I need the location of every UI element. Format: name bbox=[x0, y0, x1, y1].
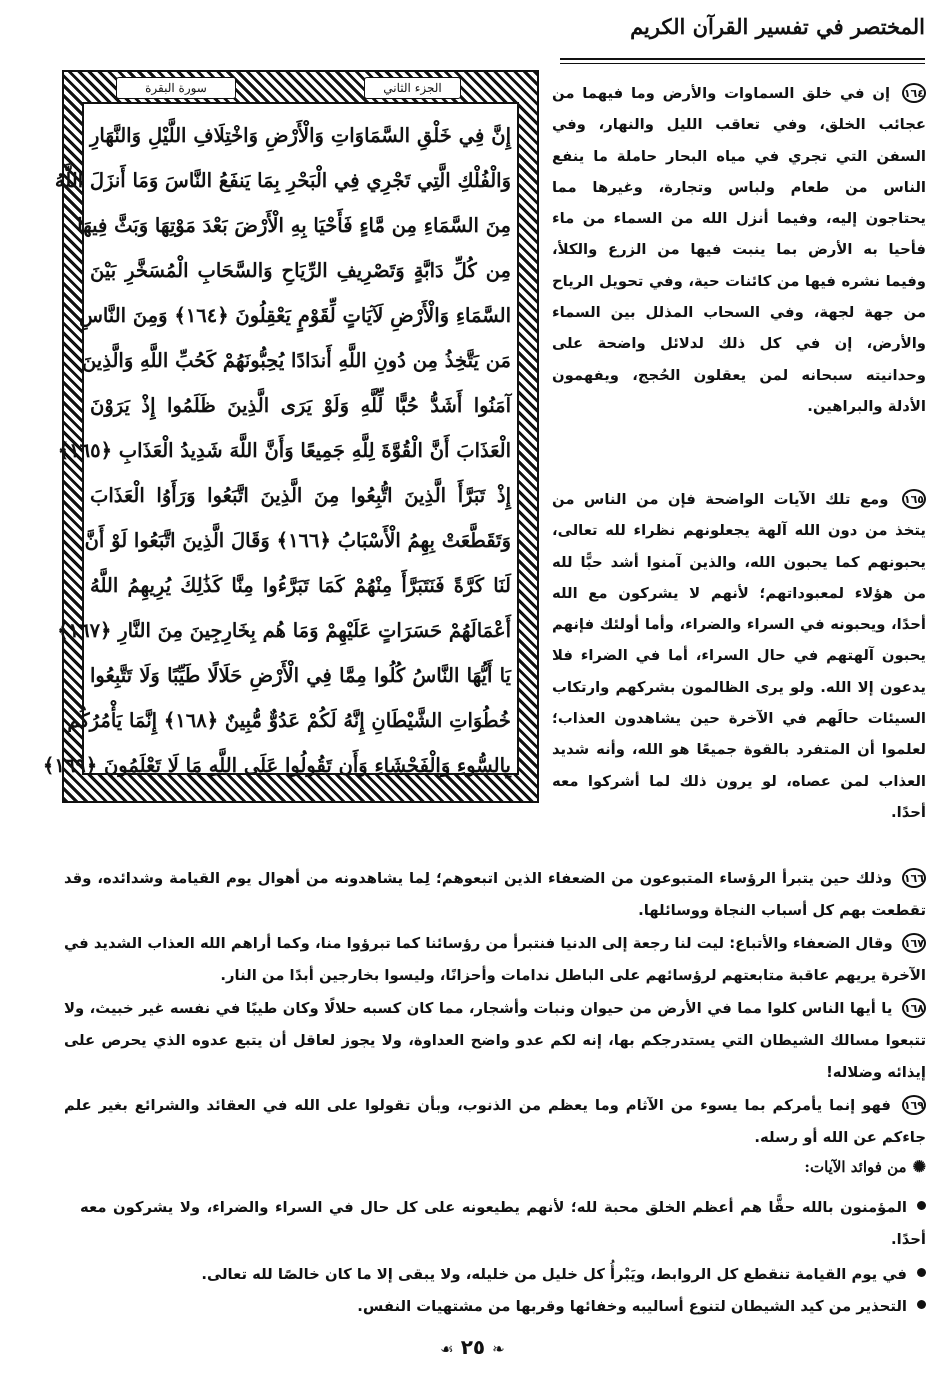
quran-line: وَتَقَطَّعَتْ بِهِمُ الْأَسْبَابُ ﴿١٦٦﴾ وَقَالَ الَّذِينَ اتَّبَعُوا لَوْ أَنَّ bbox=[84, 529, 511, 552]
quran-line: يَا أَيُّهَا النَّاسُ كُلُوا مِمَّا فِي الْأَرْضِ حَلَالًا طَيِّبًا وَلَا تَتَّبِعُوا bbox=[90, 664, 511, 687]
tafsir-paragraph-164 bbox=[552, 78, 926, 422]
tafsir-text: وذلك حين يتبرأ الرؤساء المتبوعون من الضعفاء الذين اتبعوهم؛ لِما يشاهدونه من أهوال يوم القيامة وشدائده، وقد تقطعت بهم كل أسباب النجاة ووسائلها. bbox=[64, 870, 926, 919]
quran-line: وَالْفُلْكِ الَّتِي تَجْرِي فِي الْبَحْرِ بِمَا يَنفَعُ النَّاسَ وَمَا أَنزَلَ اللَّهُ bbox=[54, 169, 511, 192]
quran-line: خُطُوَاتِ الشَّيْطَانِ إِنَّهُ لَكُمْ عَدُوٌّ مُّبِينٌ ﴿١٦٨﴾ إِنَّمَا يَأْمُرُكُم bbox=[67, 709, 511, 732]
tafsir-paragraph-167 bbox=[64, 928, 926, 992]
verse-number-badge: ١٦٤ bbox=[902, 83, 926, 103]
quran-line: إِذْ تَبَرَّأَ الَّذِينَ اتُّبِعُوا مِنَ الَّذِينَ اتَّبَعُوا وَرَأَوُا الْعَذَابَ bbox=[90, 484, 511, 507]
tafsir-text: إن في خلق السماوات والأرض وما فيهما من عجائب الخلق، وفي تعاقب الليل والنهار، وفي السفن التي تجري في مياه البحار حاملة ما ينفع الناس من طعام ولباس وتجارة، وغيرها مما يحتاجون إليه، وفيما أنزل الله من السماء من ماء فأحيا به الأرض بما ينبت فيها من الزرع والكلأ، وفيما نشره فيها من كائنات حية، وفي تحويل الرياح من جهة لجهة، وفي السحاب المذلل بين السماء والأرض، إن في كل ذلك لدلائل واضحة على وحدانيته سبحانه لمن يعقلون الحُجج، ويفهمون الأدلة والبراهين. bbox=[552, 85, 926, 415]
bullet-icon bbox=[917, 1300, 926, 1309]
quran-panel bbox=[42, 70, 539, 803]
tafsir-paragraph-168 bbox=[64, 993, 926, 1089]
benefit-item bbox=[80, 1192, 926, 1256]
benefit-text: في يوم القيامة تنقطع كل الروابط، ويَبْرأُ كل خليل من خليله، ولا يبقى إلا ما كان خالصًا لله تعالى. bbox=[201, 1266, 907, 1283]
tafsir-text: يا أيها الناس كلوا مما في الأرض من حيوان ونبات وأشجار، مما كان كسبه حلالًا وكان طيبًا في نفسه غير خبيث، ولا تتبعوا مسالك الشيطان التي يستدرجكم بها، إنه لكم عدو واضح العداوة، ولا يجوز لعاقل أن يتبع عدوه الذي يحرص على إيذائه وضلاله! bbox=[64, 1000, 926, 1081]
quran-line: مِنَ السَّمَاءِ مِن مَّاءٍ فَأَحْيَا بِهِ الْأَرْضَ بَعْدَ مَوْتِهَا وَبَثَّ فِيهَا bbox=[77, 214, 511, 237]
page-number: ٢٥ bbox=[460, 1335, 486, 1359]
quran-line: إِنَّ فِي خَلْقِ السَّمَاوَاتِ وَالْأَرْضِ وَاخْتِلَافِ اللَّيْلِ وَالنَّهَارِ bbox=[90, 124, 511, 147]
benefits-title: من فوائد الآيات: bbox=[804, 1158, 907, 1176]
verse-number-badge: ١٦٨ bbox=[902, 998, 926, 1018]
juz-label: الجزء الثاني bbox=[364, 77, 461, 99]
surah-label: سورة البقرة bbox=[116, 77, 236, 99]
quran-line: أَعْمَالَهُمْ حَسَرَاتٍ عَلَيْهِمْ وَمَا هُم بِخَارِجِينَ مِنَ النَّارِ ﴿١٦٧﴾ bbox=[57, 619, 511, 642]
verse-number-badge: ١٦٥ bbox=[902, 489, 926, 509]
flower-icon: ✺ bbox=[912, 1157, 926, 1176]
tafsir-paragraph-166 bbox=[64, 863, 926, 927]
benefit-text: المؤمنون بالله حقًّا هم أعظم الخلق محبة لله؛ لأنهم يطيعونه على كل حال في السراء والضراء، ولا يشركون معه أحدًا. bbox=[80, 1199, 926, 1248]
quran-line: مَن يَتَّخِذُ مِن دُونِ اللَّهِ أَندَادًا يُحِبُّونَهُمْ كَحُبِّ اللَّهِ وَالَّذِينَ bbox=[81, 349, 511, 372]
bullet-icon bbox=[917, 1268, 926, 1277]
header-rule-thin bbox=[560, 63, 925, 64]
quran-line: بِالسُّوءِ وَالْفَحْشَاءِ وَأَن تَقُولُوا عَلَى اللَّهِ مَا لَا تَعْلَمُونَ ﴿١٦٩﴾ bbox=[42, 754, 511, 777]
benefit-item bbox=[80, 1259, 926, 1291]
quran-line: لَنَا كَرَّةً فَنَتَبَرَّأَ مِنْهُمْ كَمَا تَبَرَّءُوا مِنَّا كَذَٰلِكَ يُرِيهِمُ اللَّهُ bbox=[90, 574, 511, 597]
quran-line: السَّمَاءِ وَالْأَرْضِ لَآيَاتٍ لِّقَوْمٍ يَعْقِلُونَ ﴿١٦٤﴾ وَمِنَ النَّاسِ bbox=[79, 304, 511, 327]
tafsir-text: وقال الضعفاء والأتباع: ليت لنا رجعة إلى الدنيا فنتبرأ من رؤسائنا كما تبرؤوا منا، وكما أراهم الله العذاب الشديد في الآخرة يريهم عاقبة متابعتهم لرؤسائهم على الباطل ندامات وأحزانًا، وليسوا بخارجين أبدًا من النار. bbox=[64, 935, 926, 984]
benefit-item bbox=[80, 1291, 926, 1323]
quran-line: مِن كُلِّ دَابَّةٍ وَتَصْرِيفِ الرِّيَاحِ وَالسَّحَابِ الْمُسَخَّرِ بَيْنَ bbox=[90, 259, 511, 282]
quran-line: الْعَذَابَ أَنَّ الْقُوَّةَ لِلَّهِ جَمِيعًا وَأَنَّ اللَّهَ شَدِيدُ الْعَذَابِ ﴿١٦٥﴾ bbox=[57, 439, 511, 462]
ornament-icon: ☙ bbox=[440, 1340, 454, 1358]
running-header bbox=[560, 14, 925, 60]
ornament-icon: ❧ bbox=[492, 1340, 505, 1358]
book-title: المختصر في تفسير القرآن الكريم bbox=[630, 14, 925, 39]
tafsir-paragraph-169 bbox=[64, 1090, 926, 1154]
tafsir-text: ومع تلك الآيات الواضحة فإن من الناس من يتخذ من دون الله آلهة يجعلونهم نظراء لله تعالى، يحبونهم كما يحبون الله، والذين آمنوا أشد حبًّا لله من هؤلاء لمعبوداتهم؛ لأنهم لا يشركون مع الله أحدًا، ويحبونه في السراء والضراء، وأما أولئك فإنهم يحبون آلهتهم في حال السراء، أما في الضراء فلا يدعون إلا الله. ولو يرى الظالمون بشركهم وارتكاب السيئات حالَهم في الآخرة حين يشاهدون العذاب؛ لعلموا أن المتفرد بالقوة جميعًا هو الله، وأنه شديد العذاب لمن عصاه، لو يرون ذلك لما أشركوا معه أحدًا. bbox=[552, 491, 926, 821]
bullet-icon bbox=[917, 1201, 926, 1210]
verse-number-badge: ١٦٩ bbox=[902, 1095, 926, 1115]
quran-text-area bbox=[42, 102, 519, 777]
page-footer bbox=[400, 1335, 545, 1365]
header-rule bbox=[560, 58, 925, 60]
benefit-text: التحذير من كيد الشيطان لتنوع أساليبه وخفائها وقربها من مشتهيات النفس. bbox=[357, 1298, 907, 1315]
tafsir-text: فهو إنما يأمركم بما يسوء من الآثام وما يعظم من الذنوب، وبأن تقولوا على الله في العقائد والشرائع بغير علم جاءكم عن الله أو رسله. bbox=[64, 1097, 926, 1146]
quran-line: آمَنُوا أَشَدُّ حُبًّا لِّلَّهِ وَلَوْ يَرَى الَّذِينَ ظَلَمُوا إِذْ يَرَوْنَ bbox=[90, 394, 511, 417]
verse-number-badge: ١٦٦ bbox=[902, 868, 926, 888]
verse-number-badge: ١٦٧ bbox=[902, 933, 926, 953]
benefits-heading bbox=[600, 1157, 926, 1185]
tafsir-paragraph-165 bbox=[552, 484, 926, 828]
